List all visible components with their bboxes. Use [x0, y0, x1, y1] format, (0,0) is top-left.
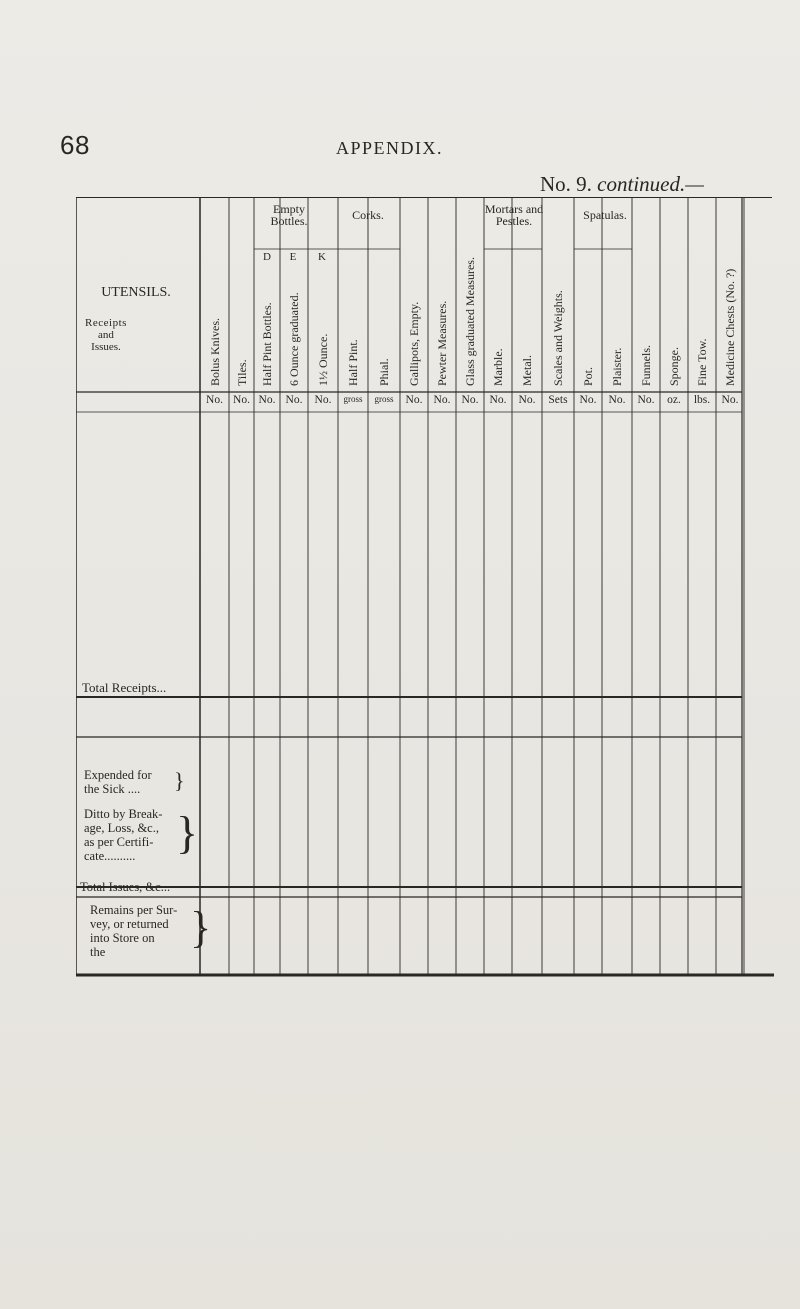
- row-label-remains-4: the: [90, 945, 106, 959]
- column-label: Phial.: [377, 358, 391, 386]
- running-head: APPENDIX.: [336, 138, 444, 158]
- brace-remains: }: [190, 903, 212, 952]
- row-label-expended-1: Expended for: [84, 768, 152, 782]
- column-label: 1½ Ounce.: [316, 333, 330, 386]
- column-label: Gallipots, Empty.: [407, 301, 421, 386]
- column-label: 6 Ounce graduated.: [287, 292, 301, 386]
- column-unit: No.: [518, 394, 536, 406]
- row-label-ditto-3: as per Certifi-: [84, 835, 154, 849]
- row-header-subtitle-1: Receipts: [85, 317, 127, 329]
- row-label-ditto-1: Ditto by Break-: [84, 807, 163, 821]
- column-label: Fine Tow.: [695, 338, 709, 386]
- column-label: Half Pint.: [346, 339, 360, 386]
- column-label: Pewter Measures.: [435, 300, 449, 386]
- table-grid: [76, 197, 776, 1047]
- row-label-total-issues: Total Issues, &c...: [80, 880, 171, 894]
- row-label-remains-2: vey, or returned: [90, 917, 169, 931]
- column-label: Half Pint Bottles.: [260, 302, 274, 386]
- column-label: Sponge.: [667, 347, 681, 386]
- column-unit: No.: [206, 394, 223, 406]
- utensils-table: [76, 197, 776, 1047]
- column-label: Glass graduated Measures.: [463, 257, 477, 386]
- form-number: No. 9.: [540, 172, 592, 196]
- column-unit: No.: [258, 394, 276, 406]
- brace-ditto: }: [176, 807, 199, 858]
- letter-mark-k: K: [318, 251, 326, 263]
- column-label: Metal.: [520, 355, 534, 386]
- column-unit: Sets: [548, 394, 568, 406]
- column-unit: No.: [314, 394, 332, 406]
- row-header-subtitle-3: Issues.: [91, 341, 121, 353]
- row-label-ditto-4: cate..........: [84, 849, 136, 863]
- column-unit: No.: [285, 394, 303, 406]
- column-unit: No.: [433, 394, 451, 406]
- column-unit: No.: [637, 394, 655, 406]
- brace-expended: }: [174, 768, 185, 793]
- row-label-total-receipts: Total Receipts...: [82, 680, 167, 695]
- row-header-subtitle-2: and: [98, 329, 114, 341]
- column-unit: No.: [405, 394, 423, 406]
- row-label-ditto-2: age, Loss, &c.,: [84, 821, 159, 835]
- column-label: Plaister.: [610, 347, 624, 386]
- group-empty-bottles: Empty Bottles.: [270, 202, 308, 228]
- group-spatulas: Spatulas.: [583, 208, 627, 222]
- row-label-remains-3: into Store on: [90, 931, 155, 945]
- row-label-remains-1: Remains per Sur-: [90, 903, 178, 917]
- column-unit: oz.: [667, 394, 681, 406]
- page-number: 68: [60, 130, 90, 160]
- column-label: Bolus Knives.: [207, 317, 222, 386]
- letter-mark-e: E: [289, 251, 297, 263]
- letter-mark-d: D: [263, 251, 271, 263]
- column-unit: No.: [233, 394, 250, 406]
- column-label: Scales and Weights.: [551, 290, 565, 386]
- column-unit: No.: [489, 394, 507, 406]
- column-unit: No.: [579, 394, 597, 406]
- column-label: Marble.: [491, 348, 505, 386]
- row-label-expended-2: the Sick ....: [84, 782, 141, 796]
- column-unit: gross: [343, 394, 363, 404]
- continuation-note: [540, 172, 704, 197]
- group-mortars-pestles: Mortars and Pestles.: [484, 202, 544, 228]
- column-label: Funnels.: [639, 344, 653, 386]
- continued-label: continued.—: [597, 172, 704, 196]
- row-header-title: UTENSILS.: [101, 285, 171, 300]
- column-unit: No.: [608, 394, 626, 406]
- column-unit: No.: [721, 394, 739, 406]
- group-corks: Corks.: [352, 208, 384, 222]
- column-unit: No.: [461, 394, 479, 406]
- column-unit: lbs.: [693, 394, 711, 406]
- column-unit: gross: [374, 394, 394, 404]
- column-label: Pot.: [581, 366, 595, 386]
- column-label: Tiles.: [234, 359, 249, 386]
- column-label: Medicine Chests (No. ?): [723, 268, 737, 386]
